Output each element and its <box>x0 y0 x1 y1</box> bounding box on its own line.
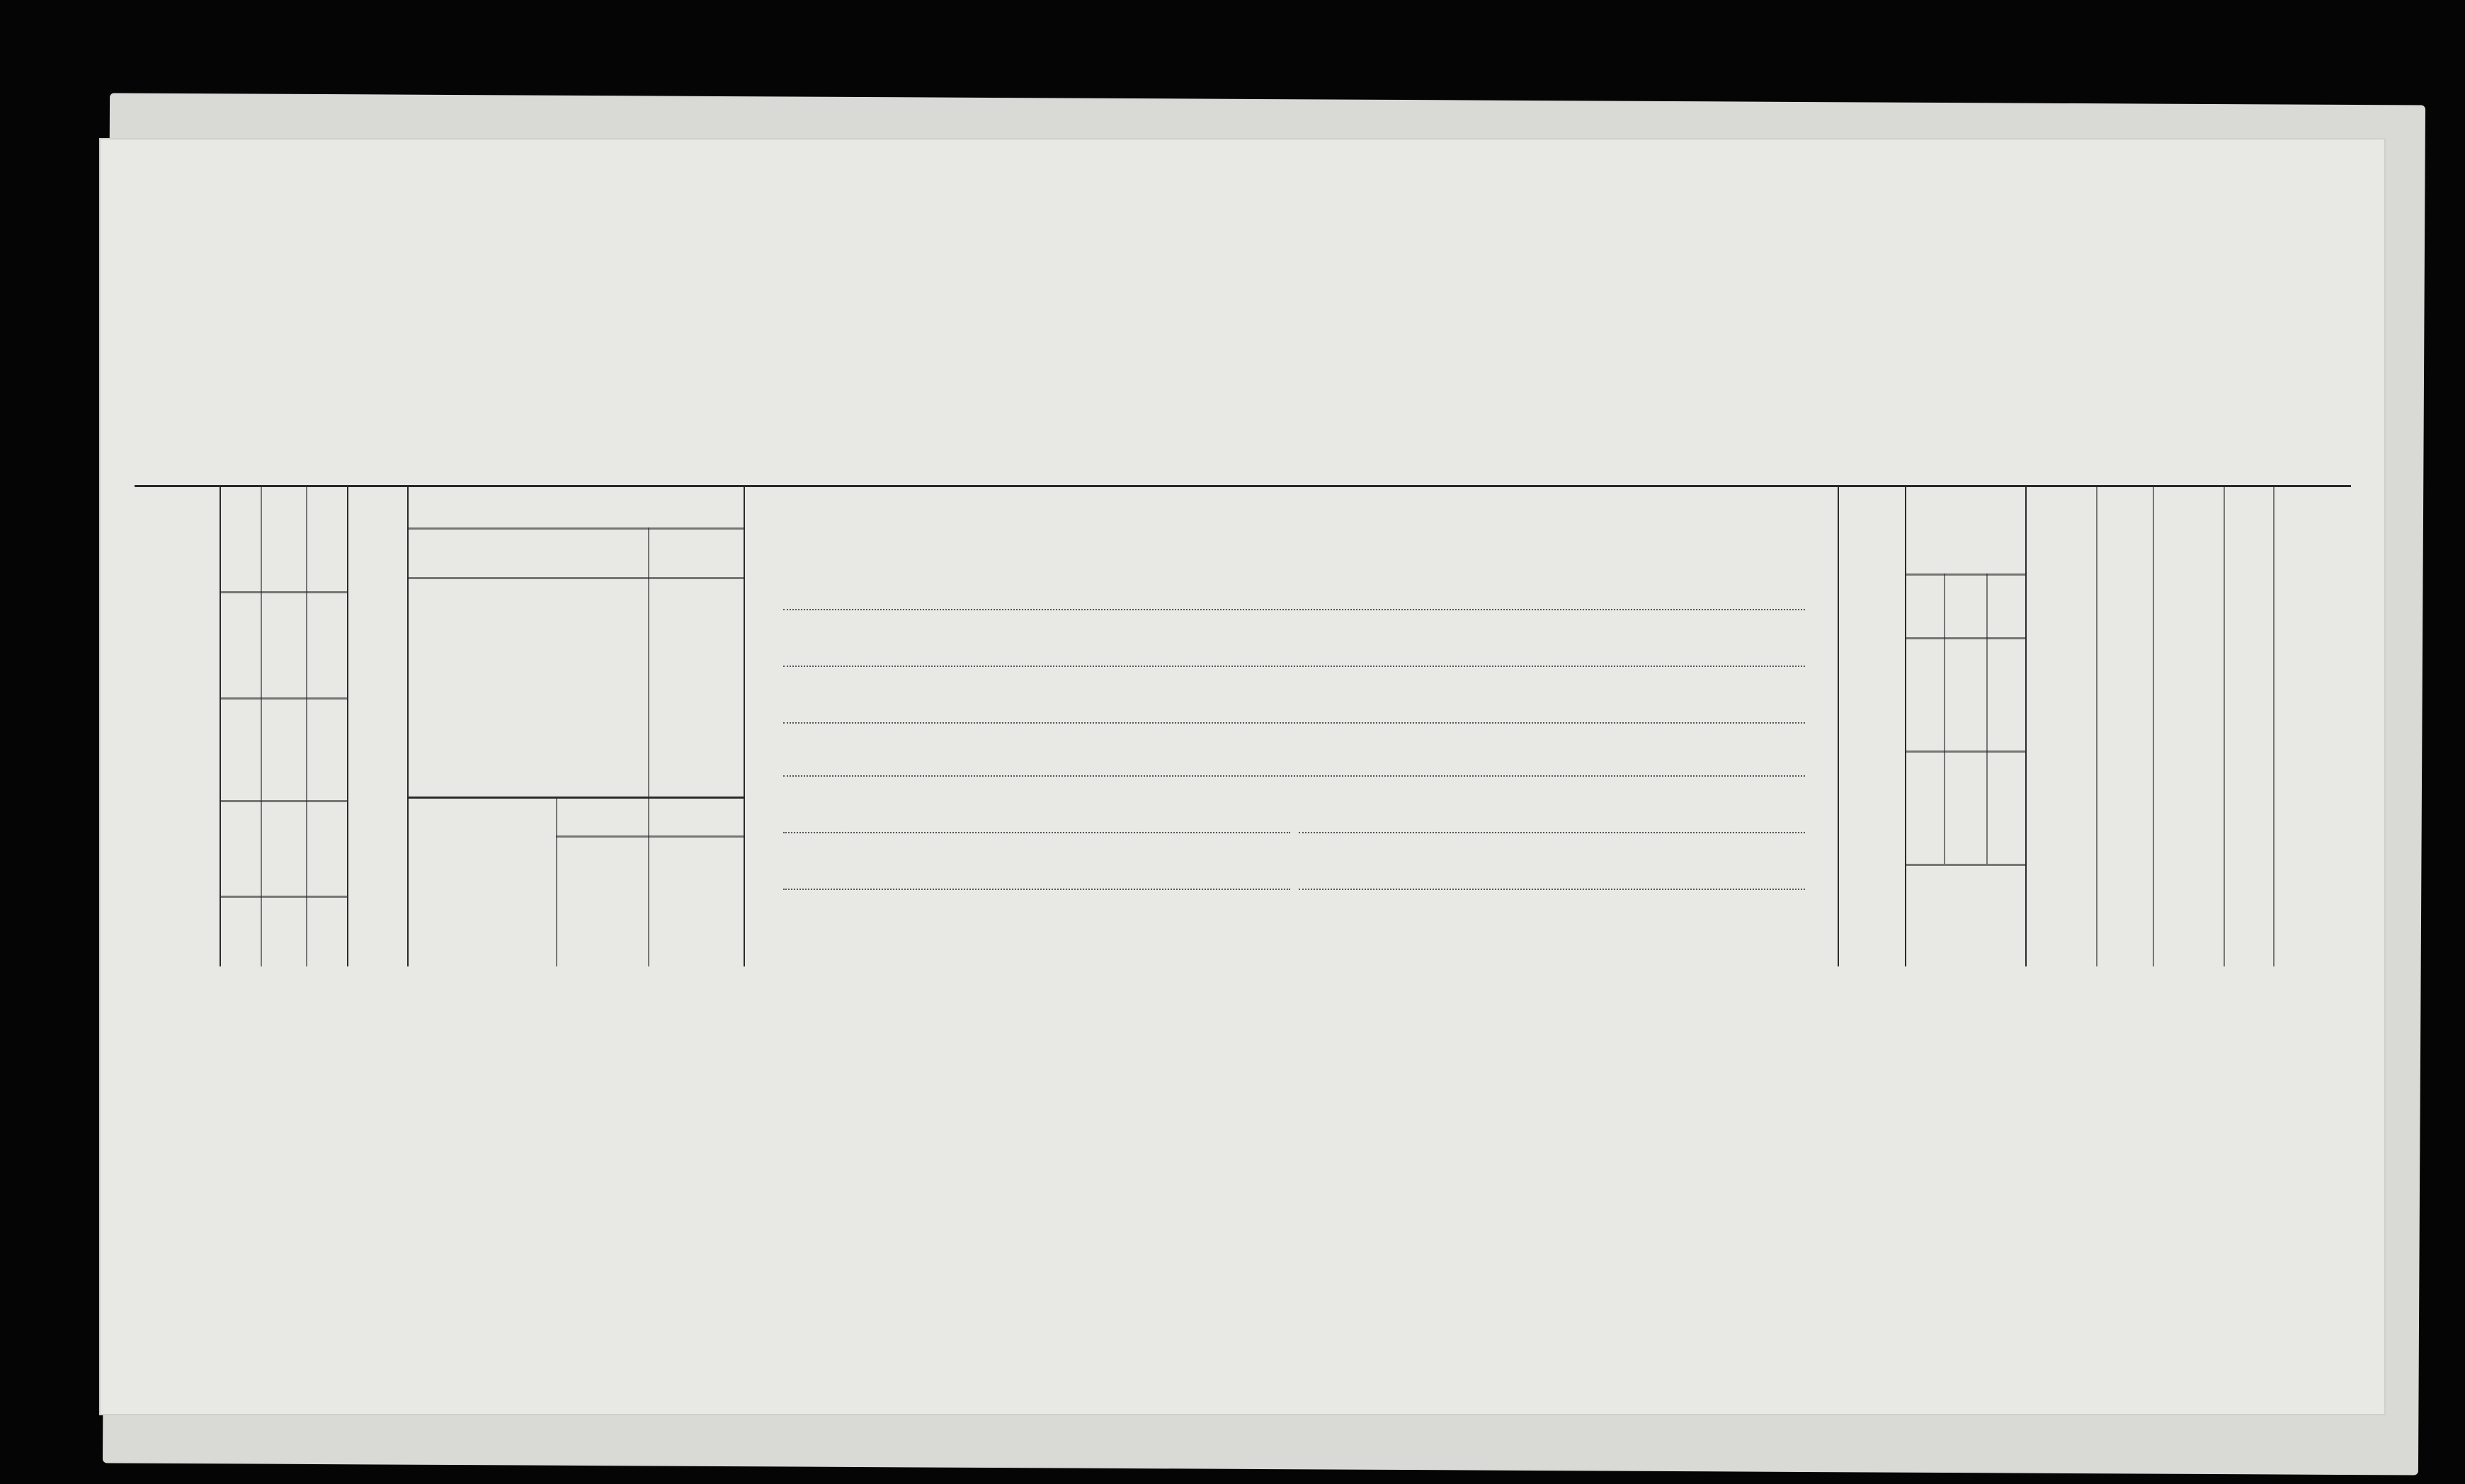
label-itogo-top <box>2277 496 2344 581</box>
private-q4 <box>779 775 1809 784</box>
label-men <box>1908 758 1944 857</box>
label-sdelnyh <box>266 807 343 885</box>
label-semrab-top <box>2100 496 2149 581</box>
label-rabochie-top <box>2032 496 2093 581</box>
label-vtom-w <box>1947 641 1983 690</box>
label-vtom-m <box>1947 754 1983 804</box>
label-hired-workers <box>354 510 404 956</box>
private-q5 <box>779 832 1809 840</box>
label-rabochie-bot <box>2032 878 2093 963</box>
private-q2 <box>779 666 1809 674</box>
label-sluzh-top <box>2156 496 2220 581</box>
label-women <box>1908 644 1944 743</box>
label-sluzh-bot <box>2156 878 2220 963</box>
label-srokovyh <box>266 609 343 687</box>
private-q6 <box>779 889 1809 897</box>
private-q1b <box>779 609 1809 617</box>
private-q3 <box>779 722 1809 731</box>
label-godovyh <box>266 510 343 588</box>
label-vsego-w <box>1947 708 1983 743</box>
label-semsluzh-top <box>2227 496 2270 581</box>
label-podennyh <box>266 708 343 786</box>
label-itogo-dush <box>1908 577 1944 634</box>
label-semrab-bot <box>2100 878 2149 963</box>
label-vsego-m <box>1947 821 1983 857</box>
label-semsluzh-bot <box>2227 878 2270 963</box>
population-side-label <box>1841 496 1901 956</box>
label-itogo-bot <box>2277 878 2344 963</box>
